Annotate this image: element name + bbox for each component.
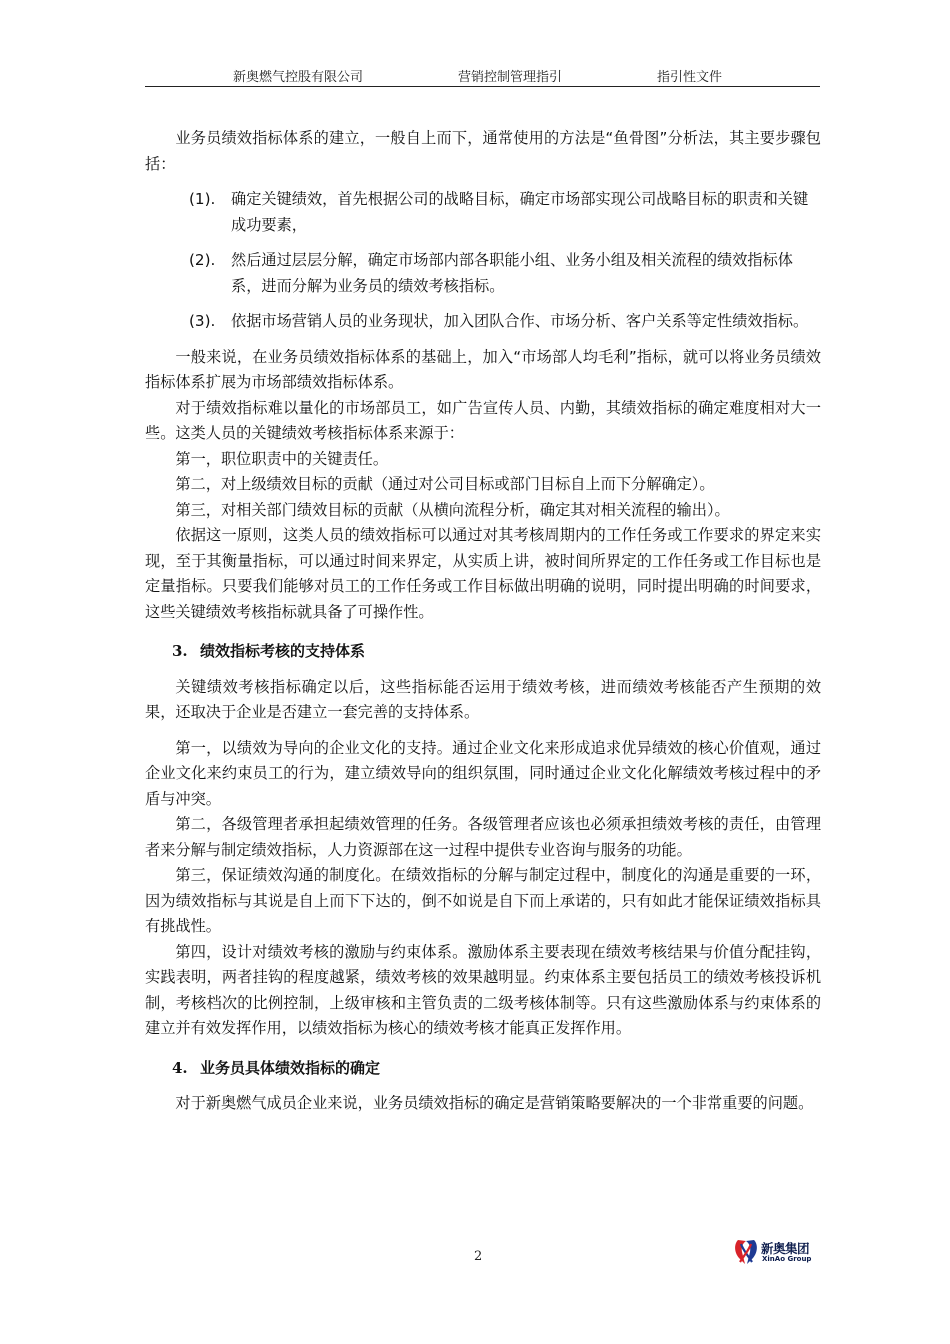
paragraph: 第二，对上级绩效目标的贡献（通过对公司目标或部门目标自上而下分解确定）。 [175, 475, 715, 493]
section-number: 4. [172, 1058, 188, 1077]
header-doc-type: 指引性文件 [657, 70, 723, 85]
paragraph: 一般来说，在业务员绩效指标体系的基础上，加入“市场部人均毛利”指标，就可以将业务员绩效指标体系扩展为市场部绩效指标体系。 [145, 347, 821, 391]
paragraph-intro: 业务员绩效指标体系的建立，一般自上而下，通常使用的方法是“鱼骨图”分析法，其主要步骤包括： [145, 129, 821, 173]
list-item-number: (3). [189, 312, 216, 330]
list-item-text: 确定关键绩效，首先根据公司的战略目标，确定市场部实现公司战略目标的职责和关键成功要素， [231, 190, 809, 234]
paragraph: 第三，对相关部门绩效目标的贡献（从横向流程分析，确定其对相关流程的输出）。 [175, 500, 730, 519]
list-item-text: 然后通过层层分解，确定市场部内部各职能小组、业务小组及相关流程的绩效指标体系，进而分解为业务员的绩效考核指标。 [231, 251, 793, 295]
header-doc-title: 营销控制管理指引 [458, 70, 563, 85]
paragraph: 对于新奥燃气成员企业来说，业务员绩效指标的确定是营销策略要解决的一个非常重要的问题。 [175, 1094, 814, 1112]
paragraph: 依据这一原则，这类人员的绩效指标可以通过对其考核周期内的工作任务或工作要求的界定来实现，至于其衡量指标，可以通过时间来界定，从实质上讲，被时间所界定的工作任务或工作目标也是定量指标。只要我们能够对员工的工作任务或工作目标做出明确的说明，同时提出明确的时间要求，这些关键绩效考核指标就具备了可操作性。 [145, 526, 821, 621]
list-item-number: (2). [189, 251, 216, 269]
company-logo [733, 1238, 833, 1268]
list-item [145, 309, 821, 335]
section-number: 3. [172, 642, 188, 660]
list-item [145, 248, 821, 299]
section-heading-4 [145, 1056, 821, 1082]
page-number: 2 [474, 1249, 483, 1264]
page-header [145, 62, 820, 87]
paragraph: 关键绩效考核指标确定以后，这些指标能否运用于绩效考核，进而绩效考核能否产生预期的效果，还取决于企业是否建立一套完善的支持体系。 [145, 677, 821, 721]
paragraph: 第一，以绩效为导向的企业文化的支持。通过企业文化来形成追求优异绩效的核心价值观，通过企业文化来约束员工的行为，建立绩效导向的组织氛围，同时通过企业文化化解绩效考核过程中的矛盾与冲突。 [145, 738, 821, 808]
paragraph: 第一，职位职责中的关键责任。 [175, 449, 389, 468]
list-item [145, 187, 821, 238]
section-title: 业务员具体绩效指标的确定 [200, 1058, 381, 1077]
list-item-text: 依据市场营销人员的业务现状，加入团队合作、市场分析、客户关系等定性绩效指标。 [231, 312, 809, 330]
logo-chinese-name: 新奥集团 [761, 1241, 810, 1256]
paragraph: 第三，保证绩效沟通的制度化。在绩效指标的分解与制定过程中，制度化的沟通是重要的一环，因为绩效指标与其说是自上而下下达的，倒不如说是自下而上承诺的，只有如此才能保证绩效指标具有挑战性。 [145, 866, 821, 935]
paragraph: 对于绩效指标难以量化的市场部员工，如广告宣传人员、内勤，其绩效指标的确定难度相对大一些。这类人员的关键绩效考核指标体系来源于： [145, 398, 821, 442]
paragraph: 第二，各级管理者承担起绩效管理的任务。各级管理者应该也必须承担绩效考核的责任，由管理者来分解与制定绩效指标，人力资源部在这一过程中提供专业咨询与服务的功能。 [145, 815, 821, 859]
logo-english-name: XinAo Group [762, 1255, 812, 1263]
xinao-logo-icon [733, 1238, 759, 1266]
section-title: 绩效指标考核的支持体系 [200, 642, 366, 660]
header-company: 新奥燃气控股有限公司 [233, 70, 364, 85]
list-item-number: (1). [189, 190, 216, 208]
section-heading-3 [145, 639, 821, 665]
document-body [145, 126, 821, 1117]
paragraph: 第四，设计对绩效考核的激励与约束体系。激励体系主要表现在绩效考核结果与价值分配挂钩，实践表明，两者挂钩的程度越紧，绩效考核的效果越明显。约束体系主要包括员工的绩效考核投诉机制，考核档次的比例控制，上级审核和主管负责的二级考核体制等。只有这些激励体系与约束体系的建立并有效发挥作用，以绩效指标为核心的绩效考核才能真正发挥作用。 [145, 942, 821, 1037]
